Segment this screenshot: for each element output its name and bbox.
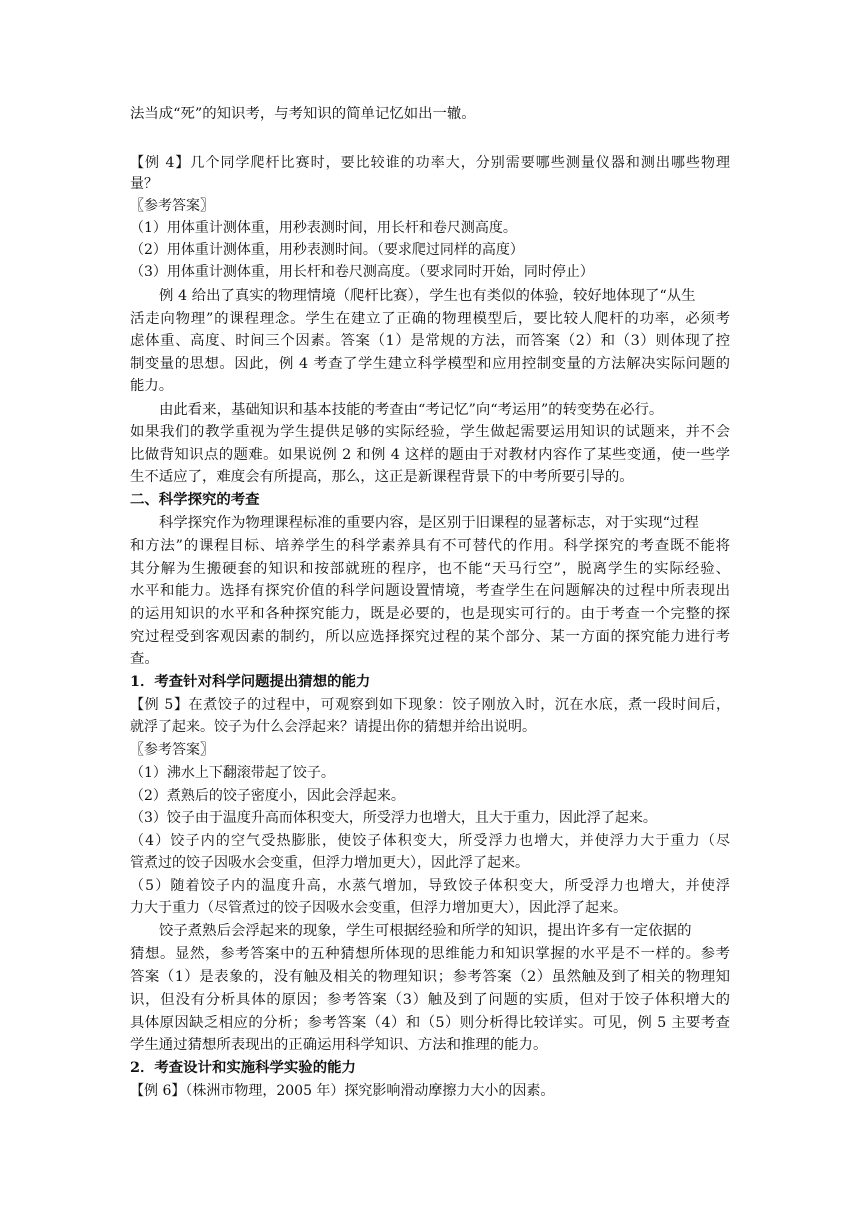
- paragraph-line: 法当成“死”的知识考，与考知识的简单记忆如出一辙。: [130, 106, 476, 122]
- example-5-question: 【例 5】在煮饺子的过程中，可观察到如下现象：饺子刚放入时，沉在水底，煮一段时间后，: [130, 697, 730, 713]
- paragraph-line: 比做背知识点的题难。如果说例 2 和例 4 这样的题由于对教材内容作了某些变通，使一些学: [130, 447, 730, 463]
- example-4-question-cont: 量？: [130, 176, 158, 192]
- paragraph-line: 具体原因缺乏相应的分析；参考答案（4）和（5）则分析得比较详实。可见，例 5 主要考查: [130, 1015, 730, 1031]
- paragraph-line: 虑体重、高度、时间三个因素。答案（1）是常规的方法，而答案（2）和（3）则体现了控: [130, 333, 730, 349]
- paragraph-line: 水平和能力。选择有探究价值的科学问题设置情境，考查学生在问题解决的过程中所表现出: [130, 583, 730, 599]
- paragraph-line: 学生通过猜想所表现出的正确运用科学知识、方法和推理的能力。: [130, 1037, 548, 1053]
- paragraph-line: 例 4 给出了真实的物理情境（爬杆比赛），学生也有类似的体验，较好地体现了“从生: [159, 288, 696, 304]
- paragraph-line: 科学探究作为物理课程标准的重要内容，是区别于旧课程的显著标志，对于实现“过程: [159, 515, 699, 531]
- paragraph-line: 和方法”的课程目标、培养学生的科学素养具有不可替代的作用。科学探究的考查既不能将: [130, 538, 730, 554]
- subsection-heading: 2．考查设计和实施科学实验的能力: [130, 1059, 356, 1076]
- answer-item: （2）用体重计测体重，用秒表测时间。（要求爬过同样的高度）: [130, 242, 524, 258]
- paragraph-line: 活走向物理”的课程理念。学生在建立了正确的物理模型后，要比较人爬杆的功率，必须考: [130, 311, 730, 327]
- paragraph-line: 识，但没有分析具体的原因；参考答案（3）触及到了问题的实质，但对于饺子体积增大的: [130, 992, 730, 1008]
- example-6-question: 【例 6】（株洲市物理，2005 年）探究影响滑动摩擦力大小的因素。: [130, 1083, 555, 1099]
- answer-item: （5）随着饺子内的温度升高，水蒸气增加，导致饺子体积变大，所受浮力也增大，并使浮: [130, 878, 730, 894]
- answer-item: （1）沸水上下翻滚带起了饺子。: [130, 765, 335, 781]
- reference-answer-heading: 〖参考答案〗: [130, 742, 214, 758]
- paragraph-line: 其分解为生搬硬套的知识和按部就班的程序，也不能“天马行空”，脱离学生的实际经验、: [130, 561, 730, 577]
- example-5-question-cont: 就浮了起来。饺子为什么会浮起来？请提出你的猜想并给出说明。: [130, 719, 536, 735]
- paragraph-line: 答案（1）是表象的，没有触及相关的物理知识；参考答案（2）虽然触及到了相关的物理知: [130, 969, 730, 985]
- answer-item: （4）饺子内的空气受热膨胀，使饺子体积变大，所受浮力也增大，并使浮力大于重力（尽: [130, 833, 730, 849]
- answer-item-cont: 管煮过的饺子因吸水会变重，但浮力增加更大），因此浮了起来。: [130, 855, 529, 871]
- paragraph-line: 制变量的思想。因此，例 4 考查了学生建立科学模型和应用控制变量的方法解决实际问题的: [130, 356, 730, 372]
- paragraph-line: 的运用知识的水平和各种探究能力，既是必要的，也是现实可行的。由于考查一个完整的探: [130, 606, 730, 622]
- paragraph-line: 生不适应了，难度会有所提高，那么，这正是新课程背景下的中考所要引导的。: [130, 469, 634, 485]
- subsection-heading: 1．考查针对科学问题提出猜想的能力: [130, 673, 371, 690]
- paragraph-line: 饺子煮熟后会浮起来的现象，学生可根据经验和所学的知识，提出许多有一定依据的: [159, 923, 692, 939]
- answer-item: （2）煮熟后的饺子密度小，因此会浮起来。: [130, 788, 405, 804]
- example-4-question: 【例 4】几个同学爬杆比赛时，要比较谁的功率大，分别需要哪些测量仪器和测出哪些物理: [130, 155, 730, 171]
- reference-answer-heading: 〖参考答案〗: [130, 198, 214, 214]
- paragraph-line: 查。: [130, 651, 159, 667]
- answer-item-cont: 力大于重力（尽管煮过的饺子因吸水会变重，但浮力增加更大），因此浮了起来。: [130, 900, 627, 916]
- paragraph-line: 如果我们的教学重视为学生提供足够的实际经验，学生做起需要运用知识的试题来，并不会: [130, 424, 730, 440]
- paragraph-line: 能力。: [130, 378, 174, 394]
- paragraph-line: 究过程受到客观因素的制约，所以应选择探究过程的某个部分、某一方面的探究能力进行考: [130, 629, 730, 645]
- section-heading: 二、科学探究的考查: [130, 491, 260, 508]
- paragraph-line: 猜想。显然，参考答案中的五种猜想所体现的思维能力和知识掌握的水平是不一样的。参考: [130, 946, 730, 962]
- answer-item: （3）饺子由于温度升高而体积变大，所受浮力也增大，且大于重力，因此浮了起来。: [130, 810, 657, 826]
- paragraph-line: 由此看来，基础知识和基本技能的考查由“考记忆”向“考运用”的转变势在必行。: [159, 402, 664, 418]
- answer-item: （1）用体重计测体重，用秒表测时间，用长杆和卷尺测高度。: [130, 220, 517, 236]
- answer-item: （3）用体重计测体重，用长杆和卷尺测高度。（要求同时开始，同时停止）: [130, 264, 594, 280]
